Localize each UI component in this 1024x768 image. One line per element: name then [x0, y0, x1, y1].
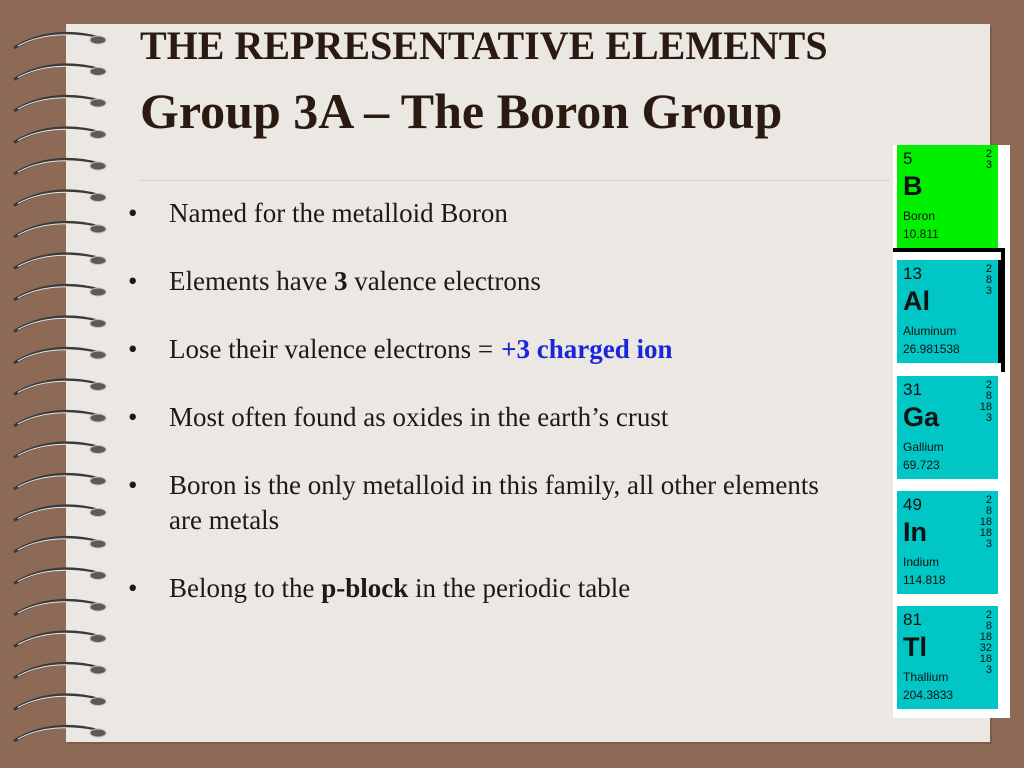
bullet-bold-text: p-block	[321, 573, 409, 603]
spiral-ring-icon	[14, 411, 106, 426]
electron-shells	[972, 380, 992, 424]
shell-count: 3	[985, 285, 992, 297]
spiral-ring-icon	[14, 474, 106, 489]
bullet-text: Boron is the only metalloid in this family, all other elements are metals	[169, 470, 819, 535]
shell-count: 3	[985, 412, 992, 424]
shell-count: 2	[985, 494, 992, 506]
shell-count: 18	[979, 401, 992, 413]
spiral-ring-icon	[14, 191, 106, 206]
spiral-ring-icon	[14, 65, 106, 80]
shell-count: 18	[979, 653, 992, 665]
spiral-ring-icon	[14, 537, 106, 552]
element-tile-thallium	[897, 606, 998, 709]
spiral-ring-icon	[14, 726, 106, 741]
shell-count: 18	[979, 527, 992, 539]
shell-count: 3	[985, 538, 992, 550]
spiral-binding-icon	[0, 0, 140, 768]
atomic-mass: 204.3833	[903, 688, 954, 702]
shell-count: 3	[985, 159, 992, 171]
spiral-ring-icon	[14, 285, 106, 300]
element-tile-gallium	[897, 376, 998, 479]
title-divider	[140, 180, 890, 181]
spiral-ring-icon	[14, 254, 106, 269]
bullet-list	[128, 196, 828, 639]
slide-subtitle: Group 3A – The Boron Group	[140, 83, 783, 139]
element-name: Indium	[903, 555, 940, 569]
shell-count: 2	[985, 263, 992, 275]
shell-count: 2	[985, 609, 992, 621]
periodic-table-column	[893, 145, 1010, 718]
atomic-number: 5	[903, 149, 913, 168]
element-name: Aluminum	[903, 324, 957, 338]
slide-title: THE REPRESENTATIVE ELEMENTS	[140, 23, 828, 68]
bullet-text: valence electrons	[347, 266, 541, 296]
spiral-ring-icon	[14, 600, 106, 615]
spiral-ring-icon	[14, 348, 106, 363]
electron-shells	[972, 610, 992, 676]
element-symbol: B	[903, 171, 923, 201]
electron-shells	[972, 264, 992, 297]
shell-count: 8	[985, 274, 992, 286]
shell-count: 18	[979, 516, 992, 528]
atomic-number: 49	[903, 495, 922, 514]
atomic-number: 81	[903, 610, 922, 629]
electron-shells	[972, 149, 992, 171]
bullet-text: Named for the metalloid Boron	[169, 198, 508, 228]
element-name: Thallium	[903, 670, 949, 684]
spiral-ring-icon	[14, 663, 106, 678]
atomic-mass: 26.981538	[903, 342, 960, 356]
atomic-mass: 114.818	[903, 573, 946, 587]
spiral-ring-icon	[14, 380, 106, 395]
spiral-ring-icon	[14, 569, 106, 584]
bullet-item	[128, 400, 828, 435]
atomic-mass: 10.811	[903, 227, 939, 241]
shell-count: 3	[985, 664, 992, 676]
element-symbol: Tl	[903, 632, 927, 662]
element-name: Gallium	[903, 440, 944, 454]
spiral-ring-icon	[14, 506, 106, 521]
element-tile-indium	[897, 491, 998, 594]
bullet-text: Belong to the	[169, 573, 322, 603]
spiral-ring-icon	[14, 317, 106, 332]
element-tile-boron	[897, 145, 998, 248]
spiral-ring-icon	[14, 159, 106, 174]
atomic-number: 31	[903, 380, 922, 399]
bullet-text: in the periodic table	[408, 573, 631, 603]
bullet-item	[128, 332, 828, 367]
bullet-text: Most often found as oxides in the earth’s crust	[169, 402, 669, 432]
element-name: Boron	[903, 209, 936, 223]
bullet-item	[128, 468, 828, 538]
bullet-text: Lose their valence electrons =	[169, 334, 494, 364]
electron-shells	[972, 495, 992, 550]
bullet-item	[128, 196, 828, 231]
shell-count: 18	[979, 631, 992, 643]
bullet-item	[128, 571, 828, 606]
spiral-ring-icon	[14, 128, 106, 143]
shell-count: 2	[985, 148, 992, 160]
shell-count: 8	[985, 620, 992, 632]
shell-count: 2	[985, 379, 992, 391]
shell-count: 8	[985, 505, 992, 517]
spiral-ring-icon	[14, 632, 106, 647]
bullet-bold-text: 3	[333, 266, 348, 296]
shell-count: 8	[985, 390, 992, 402]
element-symbol: Al	[903, 286, 930, 316]
spiral-ring-icon	[14, 96, 106, 111]
shell-count: 32	[979, 642, 992, 654]
bullet-highlight-text: +3 charged ion	[501, 334, 673, 364]
spiral-ring-icon	[14, 33, 106, 48]
bullet-item	[128, 264, 828, 299]
atomic-mass: 69.723	[903, 458, 940, 472]
element-tile-aluminum	[897, 260, 1003, 363]
bullet-text: Elements have	[169, 266, 334, 296]
element-symbol: Ga	[903, 402, 940, 432]
spiral-ring-icon	[14, 443, 106, 458]
element-symbol: In	[903, 517, 927, 547]
atomic-number: 13	[903, 264, 922, 283]
spiral-ring-icon	[14, 695, 106, 710]
spiral-ring-icon	[14, 222, 106, 237]
